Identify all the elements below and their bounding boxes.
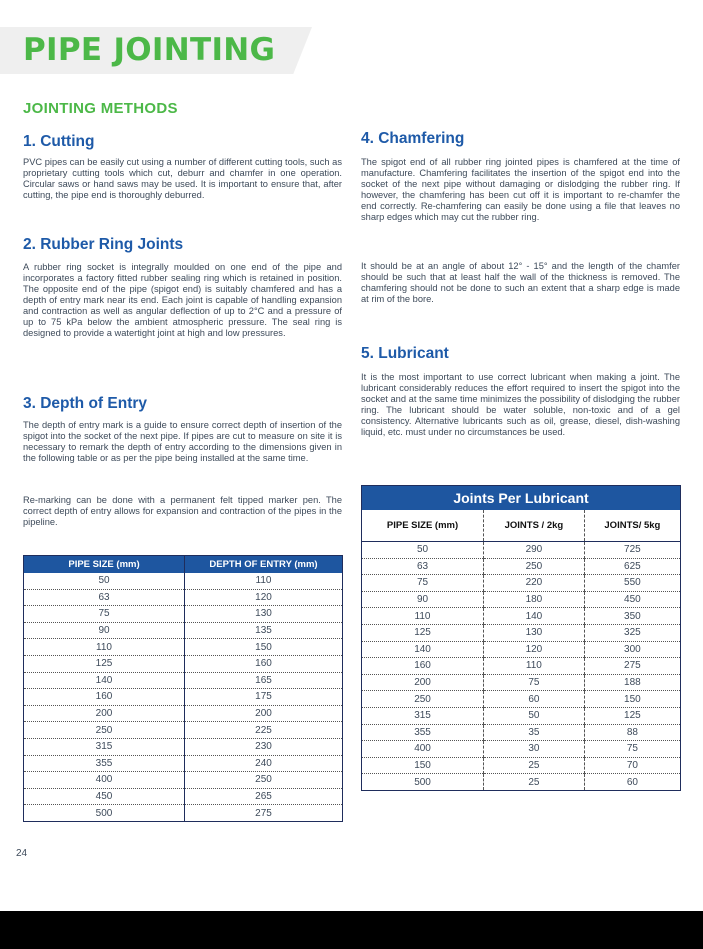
lubricant-table-row	[362, 558, 681, 575]
depth-table-row	[24, 672, 343, 689]
depth-table-row	[24, 689, 343, 706]
depth-table-row	[24, 738, 343, 755]
lubricant-heading: 5. Lubricant	[361, 345, 449, 362]
depth-table-cell: 250	[24, 722, 185, 739]
depth-table-cell: 450	[24, 788, 185, 805]
depth-table-cell: 160	[24, 689, 185, 706]
chamfering-text: The spigot end of all rubber ring jointed pipes is chamfered at the time of manufacture. Chamfering facilitates the insertion of the spigot end into the socket of the next pipe without damaging or dislodging the rubber ring. If however, the chamfering has been cut off it is important to re-chamfer the end correctly. Re-chamfering can easily be done using a file that leaves no sharp edges which may cut the rubber ring.	[361, 157, 680, 222]
depth-table-cell: 265	[185, 788, 343, 805]
lubricant-table-cell: 35	[484, 724, 585, 741]
lubricant-table-title: Joints Per Lubricant	[362, 486, 681, 511]
lubricant-table-cell: 355	[362, 724, 484, 741]
depth-table-header-depth: DEPTH OF ENTRY (mm)	[185, 556, 343, 574]
depth-table-row	[24, 772, 343, 789]
depth-table-cell: 400	[24, 772, 185, 789]
lubricant-table-cell: 450	[584, 591, 680, 608]
depth-table-row	[24, 622, 343, 639]
lubricant-table-cell: 110	[484, 658, 585, 675]
lubricant-table-cell: 300	[584, 641, 680, 658]
lubricant-table-cell: 25	[484, 774, 585, 791]
lubricant-table-cell: 150	[584, 691, 680, 708]
lubricant-table-cell: 75	[484, 674, 585, 691]
page-title: PIPE JOINTING	[23, 32, 276, 68]
depth-table-cell: 110	[24, 639, 185, 656]
depth-table-cell: 175	[185, 689, 343, 706]
lubricant-table-cell: 50	[484, 707, 585, 724]
lubricant-table-cell: 63	[362, 558, 484, 575]
depth-table-cell: 90	[24, 622, 185, 639]
depth-of-entry-heading: 3. Depth of Entry	[23, 395, 148, 412]
lubricant-table-cell: 120	[484, 641, 585, 658]
lubricant-table-cell: 290	[484, 542, 585, 559]
lubricant-table-row	[362, 641, 681, 658]
depth-table-row	[24, 805, 343, 822]
depth-table-cell: 75	[24, 606, 185, 623]
section-title: JOINTING METHODS	[23, 100, 178, 117]
lubricant-table-cell: 180	[484, 591, 585, 608]
lubricant-table-cell: 500	[362, 774, 484, 791]
lubricant-table-cell: 75	[362, 575, 484, 592]
depth-table-row	[24, 655, 343, 672]
depth-table-cell: 120	[185, 589, 343, 606]
lubricant-table-cell: 325	[584, 624, 680, 641]
depth-table-cell: 275	[185, 805, 343, 822]
cutting-heading: 1. Cutting	[23, 133, 95, 150]
joints-per-lubricant-table	[361, 485, 681, 791]
depth-table-cell: 140	[24, 672, 185, 689]
depth-table-cell: 200	[185, 705, 343, 722]
lubricant-table-row	[362, 741, 681, 758]
lubricant-table-cell: 125	[362, 624, 484, 641]
lubricant-table-row	[362, 624, 681, 641]
depth-table-cell: 315	[24, 738, 185, 755]
lubricant-table-row	[362, 757, 681, 774]
lubricant-table-row	[362, 591, 681, 608]
lubricant-table-cell: 725	[584, 542, 680, 559]
depth-table-cell: 135	[185, 622, 343, 639]
lubricant-table-cell: 350	[584, 608, 680, 625]
lubricant-table-cell: 75	[584, 741, 680, 758]
lubricant-table-cell: 150	[362, 757, 484, 774]
depth-table-cell: 125	[24, 655, 185, 672]
lubricant-table-cell: 160	[362, 658, 484, 675]
lubricant-table-cell: 200	[362, 674, 484, 691]
lubricant-table-cell: 130	[484, 624, 585, 641]
lubricant-table-cell: 625	[584, 558, 680, 575]
lubricant-table-cell: 50	[362, 542, 484, 559]
lubricant-table-cell: 90	[362, 591, 484, 608]
lubricant-table-cell: 110	[362, 608, 484, 625]
depth-table-cell: 150	[185, 639, 343, 656]
lubricant-table-row	[362, 575, 681, 592]
lubricant-table-cell: 60	[484, 691, 585, 708]
lubricant-table-cell: 25	[484, 757, 585, 774]
chamfering-heading: 4. Chamfering	[361, 130, 465, 147]
rubber-ring-text: A rubber ring socket is integrally moulded on one end of the pipe and incorporates a factory fitted rubber sealing ring which is retained in position. The opposite end of the pipe (spigot end) is suitably chamfered and has a depth of entry mark near its end. Each joint is capable of handling expansion and contraction as well as angular deflection of up to 2°C and a pressure of up to 75 kPa below the ambient atmospheric pressure. The seal ring is designed to provide a watertight joint at high and low pressures.	[23, 262, 342, 338]
depth-table-row	[24, 722, 343, 739]
depth-table-cell: 230	[185, 738, 343, 755]
lubricant-table-cell: 88	[584, 724, 680, 741]
lubricant-table-row	[362, 674, 681, 691]
lubricant-table-cell: 550	[584, 575, 680, 592]
lubricant-table-row	[362, 774, 681, 791]
depth-table-header-pipe-size: PIPE SIZE (mm)	[24, 556, 185, 574]
depth-table-row	[24, 788, 343, 805]
lubricant-table-row	[362, 658, 681, 675]
cutting-text: PVC pipes can be easily cut using a number of different cutting tools, such as proprietary cutting tools which cut, deburr and chamfer in one operation. Circular saws or hand saws may be used. It is important to ensure that, after cutting, the pipe end is thoroughly deburred.	[23, 157, 342, 200]
depth-table-cell: 200	[24, 705, 185, 722]
depth-table-row	[24, 589, 343, 606]
lubricant-table-row	[362, 724, 681, 741]
depth-table-cell: 250	[185, 772, 343, 789]
chamfer-angle-text: It should be at an angle of about 12° - 15° and the length of the chamfer should be such that at least half the wall of the thickness is removed. The chamfering should not be done to such an extent that a sharp edge is made at rim of the bore.	[361, 261, 680, 304]
depth-table-row	[24, 573, 343, 589]
depth-table-cell: 355	[24, 755, 185, 772]
bottom-bar	[0, 911, 703, 949]
depth-table-cell: 160	[185, 655, 343, 672]
lubricant-table-cell: 250	[362, 691, 484, 708]
depth-table-row	[24, 606, 343, 623]
page-number: 24	[16, 848, 28, 859]
lubricant-table-cell: 60	[584, 774, 680, 791]
lubricant-table-row	[362, 707, 681, 724]
rubber-ring-heading: 2. Rubber Ring Joints	[23, 236, 184, 253]
lubricant-table-header-joints-5kg: JOINTS/ 5kg	[584, 510, 680, 542]
lubricant-table-cell: 140	[362, 641, 484, 658]
depth-table-cell: 225	[185, 722, 343, 739]
depth-table-cell: 240	[185, 755, 343, 772]
depth-of-entry-table	[23, 555, 343, 822]
lubricant-table-header-pipe-size: PIPE SIZE (mm)	[362, 510, 484, 542]
lubricant-table-cell: 70	[584, 757, 680, 774]
depth-table-cell: 50	[24, 573, 185, 589]
depth-table-cell: 130	[185, 606, 343, 623]
remarking-text: Re-marking can be done with a permanent felt tipped marker pen. The correct depth of entry allows for expansion and contraction of the pipes in the pipeline.	[23, 495, 342, 527]
depth-table-row	[24, 639, 343, 656]
depth-table-row	[24, 705, 343, 722]
lubricant-table-cell: 315	[362, 707, 484, 724]
depth-table-cell: 500	[24, 805, 185, 822]
lubricant-table-cell: 125	[584, 707, 680, 724]
lubricant-table-header-joints-2kg: JOINTS / 2kg	[484, 510, 585, 542]
depth-table-cell: 165	[185, 672, 343, 689]
lubricant-table-cell: 275	[584, 658, 680, 675]
depth-table-cell: 110	[185, 573, 343, 589]
depth-of-entry-text: The depth of entry mark is a guide to ensure correct depth of insertion of the spigot into the socket of the next pipe. If pipes are cut to measure on site it is necessary to remark the depth of entry according to the dimensions given in the following table or as per the pipe being installed at the same time.	[23, 420, 342, 463]
lubricant-table-cell: 188	[584, 674, 680, 691]
lubricant-table-row	[362, 608, 681, 625]
lubricant-table-row	[362, 542, 681, 559]
lubricant-table-cell: 400	[362, 741, 484, 758]
lubricant-table-cell: 30	[484, 741, 585, 758]
lubricant-text: It is the most important to use correct lubricant when making a joint. The lubricant considerably reduces the effort required to insert the spigot into the socket and at the same time minimizes the possibility of dislodging the rubber ring. The lubricant should be water soluble, non-toxic and of a gel consistency. Alternative lubricants such as oil, grease, diesel, dish-washing liquid, etc. must under no circumstances be used.	[361, 372, 680, 437]
lubricant-table-cell: 140	[484, 608, 585, 625]
depth-table-cell: 63	[24, 589, 185, 606]
depth-table-row	[24, 755, 343, 772]
lubricant-table-cell: 250	[484, 558, 585, 575]
lubricant-table-cell: 220	[484, 575, 585, 592]
lubricant-table-row	[362, 691, 681, 708]
